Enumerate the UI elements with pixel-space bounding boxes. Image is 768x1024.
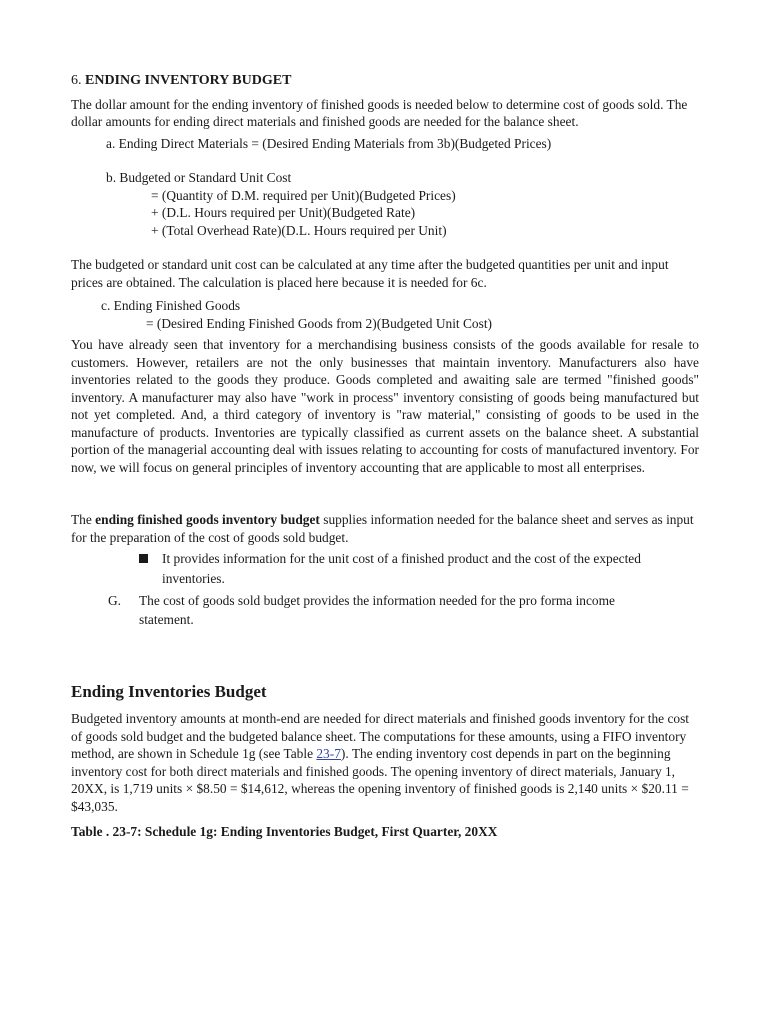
formula-line: + (Total Overhead Rate)(D.L. Hours required per Unit) (151, 222, 447, 238)
item-a-ending-direct-materials: a. Ending Direct Materials = (Desired Ending Materials from 3b)(Budgeted Prices) (106, 135, 552, 151)
section-title (71, 72, 699, 90)
inventory-overview-paragraph: You have already seen that inventory for a merchandising business consists of the goods available for resale to customers. However, retailers are not the only businesses that maintain inventory. Manufacturers also have inventories related to the goods they produce. Goods completed and awaiting sale are termed "finished goods" inventory. A manufacturer may also have "work in process" inventory consisting of goods being manufactured but not yet completed. And, a third category of inventory is "raw material," consisting of goods to be used in the manufacture of products. Inventories are typically classified as current assets on the balance sheet. A substantial portion of the managerial accounting deal with issues relating to accounting for costs of manufactured inventory. For now, we will focus on general principles of inventory accounting that are applicable to most all enterprises. (71, 337, 699, 475)
para4-suffix: supplies information needed for the balance sheet and serves as input for the preparation of the cost of goods sold budget. (71, 512, 694, 545)
section-title-text: ENDING INVENTORY BUDGET (85, 73, 292, 88)
table-23-7-link[interactable]: 23-7 (316, 746, 341, 761)
ending-inventories-heading: Ending Inventories Budget (71, 682, 267, 701)
para4-bold-term: ending finished goods inventory budget (95, 512, 320, 527)
item-b-unit-cost (71, 169, 699, 239)
item-c-title: c. Ending Finished Goods (101, 298, 241, 313)
square-bullet-icon (139, 554, 148, 563)
bullet-text: It provides information for the unit cost of a finished product and the cost of the expected inventories. (162, 551, 641, 586)
table-caption: Table . 23-7: Schedule 1g: Ending Inventories Budget, First Quarter, 20XX (71, 824, 498, 839)
bullet-item (71, 549, 699, 589)
item-c-ending-finished-goods (71, 297, 699, 332)
ending-inventories-paragraph (71, 710, 699, 815)
intro-paragraph: The dollar amount for the ending inventory of finished goods is needed below to determine cost of goods sold. The dollar amounts for ending direct materials and finished goods are needed for the balance sheet. (71, 96, 688, 129)
para5-before: Budgeted inventory amounts at month-end are needed for direct materials and finished goods inventory for the cost of goods sold budget and the budgeted balance sheet. The computations for these amounts, using a FIFO inventory method, are shown in Schedule 1g (see Table (71, 711, 690, 761)
unit-cost-paragraph: The budgeted or standard unit cost can be calculated at any time after the budgeted quantities per unit and input prices are obtained. The calculation is placed here because it is needed for 6c. (71, 257, 669, 290)
list-item-text: The cost of goods sold budget provides the information needed for the pro forma income statement. (139, 593, 615, 627)
item-b-title: b. Budgeted or Standard Unit Cost (106, 170, 292, 185)
para5-after: ). The ending inventory cost depends in part on the beginning inventory cost for both direct materials and finished goods. The opening inventory of direct materials, January 1, 20XX, is 1,719 units × $8.50 = $14,612, whereas the opening inventory of finished goods is 2,140 units × $20.11 = $43,035. (71, 746, 689, 814)
formula-line: = (Quantity of D.M. required per Unit)(Budgeted Prices) (151, 187, 456, 203)
para4-prefix: The (71, 512, 96, 527)
document-page (71, 72, 699, 841)
list-item-g (71, 591, 699, 629)
list-item-label: G. (108, 593, 122, 608)
formula-line: + (D.L. Hours required per Unit)(Budgeted Rate) (151, 205, 416, 220)
section-number: 6. (71, 73, 82, 88)
item-c-formula: = (Desired Ending Finished Goods from 2)(Budgeted Unit Cost) (146, 315, 492, 331)
finished-goods-budget-paragraph (71, 511, 699, 546)
